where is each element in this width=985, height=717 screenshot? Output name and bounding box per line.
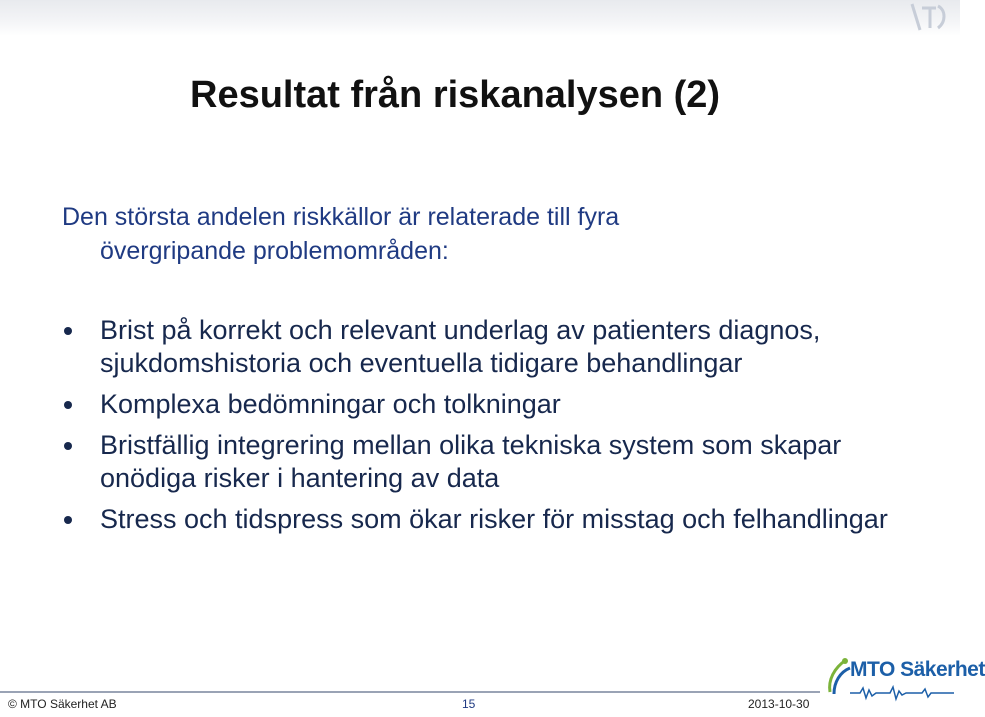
logo-text: MTO Säkerhet [850,658,985,681]
footer-date: 2013-10-30 [748,697,810,711]
bullet-item [62,388,902,421]
footer-copyright: © MTO Säkerhet AB [8,697,117,711]
bullet-icon [64,516,72,524]
bullet-item [62,314,902,380]
bullet-text: Bristfällig integrering mellan olika tekniska system som skapar onödiga risker i hantering av data [100,430,842,493]
intro-line-2: övergripande problemområden: [100,237,449,265]
footer-divider [0,691,820,693]
corner-watermark-icon [892,0,952,36]
logo-signal-icon [850,686,954,700]
bullet-text: Komplexa bedömningar och tolkningar [100,389,561,419]
bullet-text: Stress och tidspress som ökar risker för misstag och felhandlingar [100,504,888,534]
bullet-icon [64,327,72,335]
page-number: 15 [462,697,476,711]
bullet-icon [64,442,72,450]
bullet-item [62,503,902,536]
bullet-list [62,314,902,544]
intro-line-1: Den största andelen riskkällor är relaterade till fyra [62,203,620,231]
mto-logo [826,652,985,708]
bullet-icon [64,401,72,409]
bullet-text: Brist på korrekt och relevant underlag av patienters diagnos, sjukdomshistoria och eventuella tidigare behandlingar [100,315,821,378]
intro-text [62,200,882,268]
header-band [0,0,960,36]
mto-logo-icon [826,656,852,696]
slide-title: Resultat från riskanalysen (2) [190,74,721,116]
bullet-item [62,429,902,495]
